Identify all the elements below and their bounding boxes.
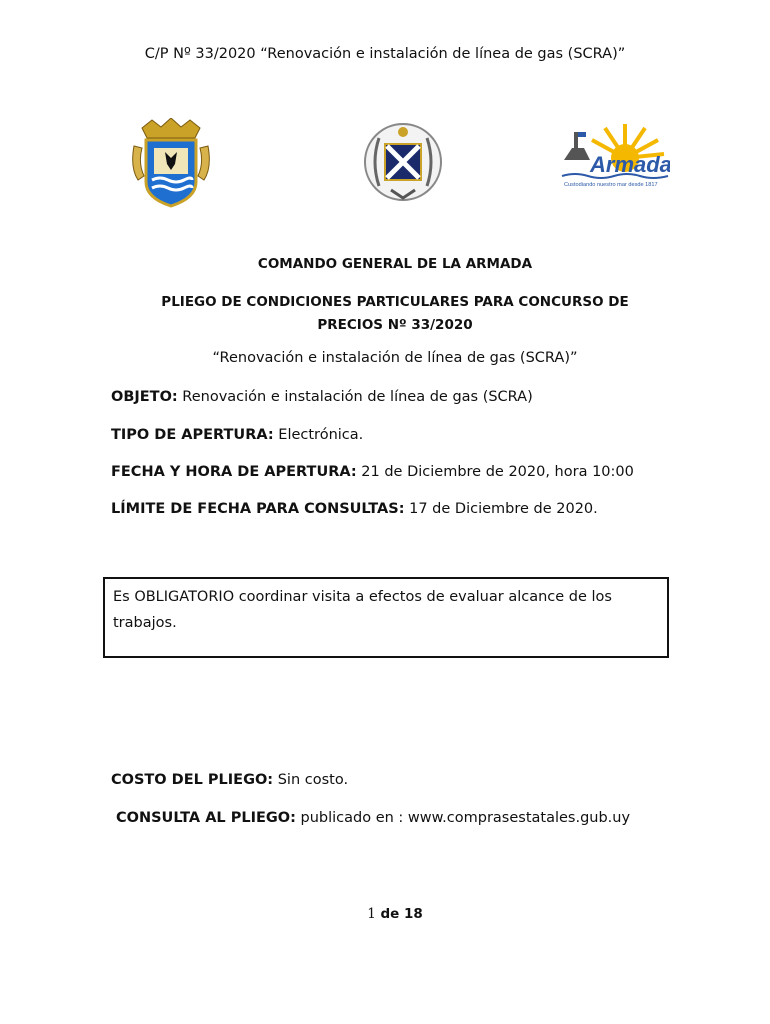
field-limite-consultas-label: LÍMITE DE FECHA PARA CONSULTAS: (111, 501, 405, 517)
field-consulta (116, 810, 630, 826)
field-limite-consultas (111, 501, 598, 517)
armada-tagline: Custodiando nuestro mar desde 1817 (564, 182, 658, 188)
subtitle-line-2: PRECIOS Nº 33/2020 (317, 317, 473, 333)
field-fecha-apertura-value: 21 de Diciembre de 2020, hora 10:00 (356, 464, 634, 480)
field-fecha-apertura-label: FECHA Y HORA DE APERTURA: (111, 464, 357, 480)
field-objeto (111, 389, 533, 405)
field-objeto-label: OBJETO: (111, 389, 178, 405)
field-tipo-apertura-label: TIPO DE APERTURA: (111, 427, 274, 443)
field-fecha-apertura (111, 464, 634, 480)
armada-sun-icon (560, 120, 670, 190)
coat-of-arms-icon (130, 118, 212, 208)
field-consulta-label: CONSULTA AL PLIEGO: (116, 810, 296, 826)
field-costo (111, 772, 348, 788)
document-title: COMANDO GENERAL DE LA ARMADA (257, 256, 533, 272)
field-limite-consultas-value: 17 de Diciembre de 2020. (404, 501, 598, 517)
field-consulta-value: publicado en : www.comprasestatales.gub.uy (295, 810, 631, 826)
subtitle-line-1: PLIEGO DE CONDICIONES PARTICULARES PARA CONCURSO DE (161, 294, 629, 310)
field-costo-value: Sin costo. (273, 772, 349, 788)
field-tipo-apertura (111, 427, 363, 443)
field-objeto-value: Renovación e instalación de línea de gas (SCRA) (177, 389, 533, 405)
armada-logo (560, 120, 670, 194)
page-footer (0, 906, 770, 922)
field-costo-label: COSTO DEL PLIEGO: (111, 772, 274, 788)
naval-emblem-logo (361, 120, 445, 208)
field-tipo-apertura-value: Electrónica. (273, 427, 364, 443)
armada-wordmark: Armada (590, 152, 670, 177)
notice-box: Es OBLIGATORIO coordinar visita a efectos de evaluar alcance de los trabajos. (103, 577, 669, 658)
page-number: 1 (367, 906, 376, 922)
naval-emblem-icon (361, 120, 445, 204)
coat-of-arms-logo (130, 118, 212, 212)
document-header: C/P Nº 33/2020 “Renovación e instalación de línea de gas (SCRA)” (144, 46, 626, 62)
document-subtitle (0, 291, 770, 337)
page-total: de 18 (375, 906, 423, 922)
document-quote: “Renovación e instalación de línea de gas (SCRA)” (212, 350, 578, 366)
